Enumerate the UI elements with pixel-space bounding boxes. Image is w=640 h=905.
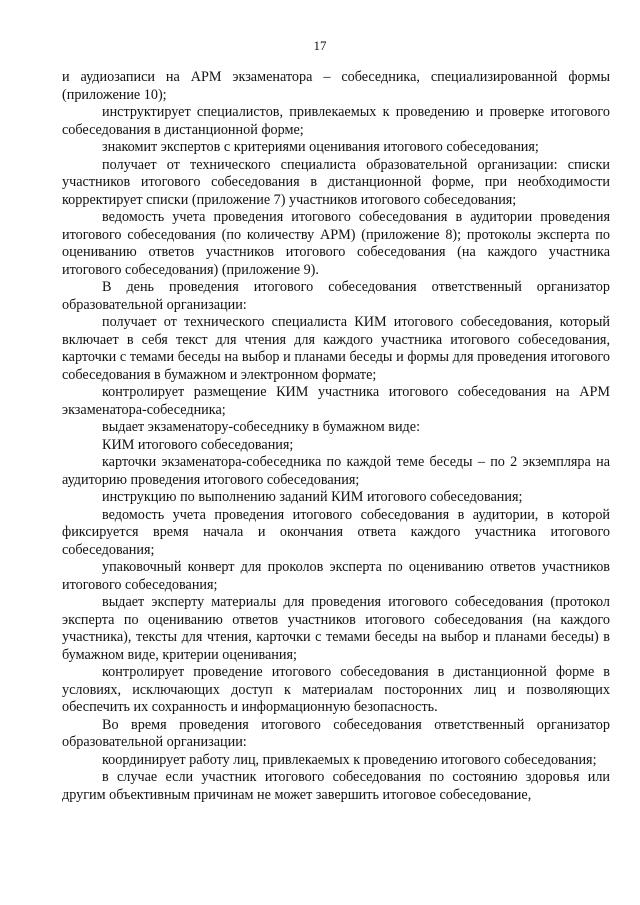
paragraph: в случае если участник итогового собеседования по состоянию здоровья или другим объективным причинам не может завершить итоговое собеседование,	[62, 769, 610, 803]
paragraph: инструкцию по выполнению заданий КИМ итогового собеседования;	[102, 489, 523, 505]
paragraph: контролирует проведение итогового собеседования в дистанционной форме в условиях, исключающих доступ к материалам посторонних лиц и позволяющих обеспечить их сохранность и информационную безопасность.	[62, 664, 610, 715]
paragraph-continuation: и аудиозаписи на АРМ экзаменатора – собеседника, специализированной формы (приложение 10);	[62, 69, 610, 103]
paragraph: ведомость учета проведения итогового собеседования в аудитории, в которой фиксируется время начала и окончания ответа каждого участника итогового собеседования;	[62, 506, 610, 558]
document-body	[62, 69, 610, 804]
paragraph: выдает экзаменатору-собеседнику в бумажном виде:	[102, 419, 421, 435]
paragraph: Во время проведения итогового собеседования ответственный организатор образовательной организации:	[62, 716, 610, 750]
paragraph: получает от технического специалиста КИМ итогового собеседования, который включает в себя текст для чтения для каждого участника итогового собеседования, карточки с темами беседы на выбор и планами беседы и формы для проведения итогового собеседования в бумажном и электронном формате;	[62, 314, 610, 383]
paragraph: КИМ итогового собеседования;	[102, 436, 294, 453]
paragraph: карточки экзаменатора-собеседника по каждой теме беседы – по 2 экземпляра на аудиторию проведения итогового собеседования;	[62, 454, 610, 488]
paragraph: выдает эксперту материалы для проведения итогового собеседования (протокол эксперта по оцениванию ответов участников итогового собеседования (на каждого участника), тексты для чтения, карточки с темами беседы на выбор и планами беседы) в бумажном виде, критерии оценивания;	[62, 594, 610, 663]
paragraph: упаковочный конверт для проколов эксперта по оцениванию ответов участников итогового собеседования;	[62, 559, 610, 593]
paragraph: контролирует размещение КИМ участника итогового собеседования на АРМ экзаменатора-собеседника;	[62, 384, 610, 418]
paragraph: инструктирует специалистов, привлекаемых к проведению и проверке итогового собеседования в дистанционной форме;	[62, 104, 610, 138]
page-number: 17	[313, 38, 327, 53]
paragraph: знакомит экспертов с критериями оценивания итогового собеседования;	[102, 139, 539, 155]
paragraph: В день проведения итогового собеседования ответственный организатор образовательной организации:	[62, 279, 610, 313]
paragraph: координирует работу лиц, привлекаемых к проведению итогового собеседования;	[102, 751, 597, 768]
paragraph: ведомость учета проведения итогового собеседования в аудитории проведения итогового собеседования (по количеству АРМ) (приложение 8); протоколы эксперта по оцениванию ответов участников итогового собеседования (на каждого участника итогового собеседования) (приложение 9).	[62, 209, 610, 278]
paragraph: получает от технического специалиста образовательной организации: списки участников итогового собеседования в дистанционной форме, при необходимости корректирует списки (приложение 7) участников итогового собеседования;	[62, 156, 610, 208]
